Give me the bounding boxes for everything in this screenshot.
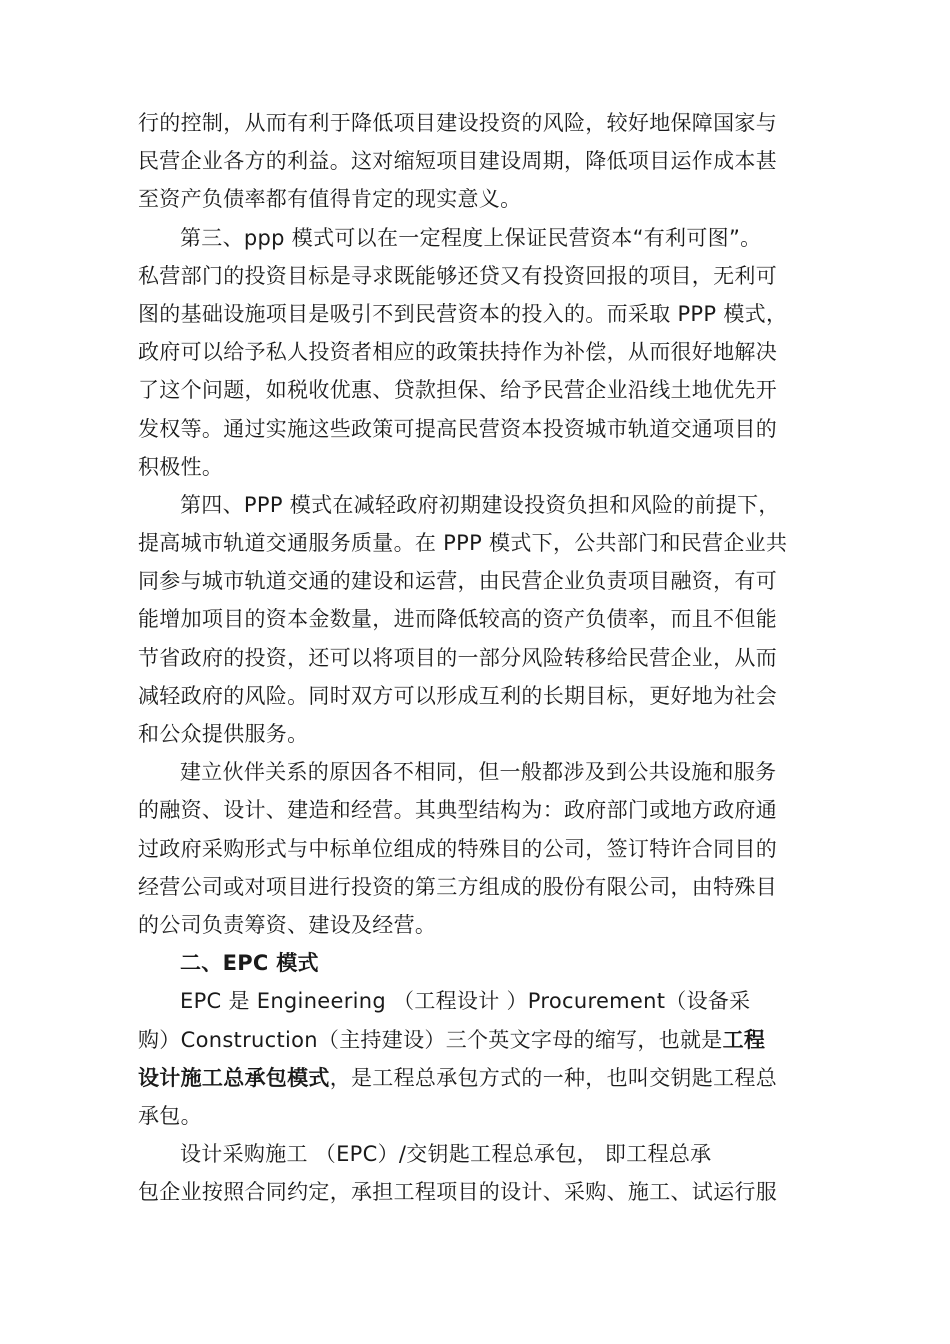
document-body: [138, 104, 828, 1211]
paragraph-line: 至资产负债率都有值得肯定的现实意义。: [138, 187, 522, 212]
bold-term: 设计施工总承包模式: [138, 1065, 330, 1090]
paragraph-line: 过政府采购形式与中标单位组成的特殊目的公司，签订特许合同目的: [138, 836, 777, 861]
paragraph-line: 了这个问题，如税收优惠、贷款担保、给予民营企业沿线土地优先开: [138, 378, 777, 403]
paragraph-line: 提高城市轨道交通服务质量。在 PPP 模式下，公共部门和民营企业共: [138, 531, 788, 556]
line-text: 购）Construction（主持建设）三个英文字母的缩写，也就是: [138, 1027, 723, 1052]
paragraph-line: 第四、PPP 模式在减轻政府初期建设投资负担和风险的前提下，: [180, 492, 780, 517]
paragraph-line: 的融资、设计、建造和经营。其典型结构为：政府部门或地方政府通: [138, 798, 777, 823]
paragraph-line: EPC 是 Engineering （工程设计 ）Procurement（设备采: [180, 989, 751, 1014]
paragraph-line: 和公众提供服务。: [138, 722, 309, 746]
paragraph-line: 设计采购施工 （EPC）/交钥匙工程总承包， 即工程总承: [180, 1142, 712, 1167]
paragraph-line: [138, 1021, 828, 1059]
paragraph-line: 承包。: [138, 1103, 202, 1128]
paragraph-line: 能增加项目的资本金数量，进而降低较高的资产负债率，而且不但能: [138, 607, 777, 632]
line-text: ，是工程总承包方式的一种，也叫交钥匙工程总: [329, 1065, 778, 1090]
paragraph-line: [138, 1059, 828, 1097]
paragraph-line: 积极性。: [138, 454, 224, 479]
paragraph-line: 行的控制，从而有利于降低项目建设投资的风险，较好地保障国家与: [138, 111, 777, 135]
paragraph-line: 发权等。通过实施这些政策可提高民营资本投资城市轨道交通项目的: [138, 416, 777, 441]
section-heading: 二、EPC 模式: [180, 951, 319, 976]
paragraph-line: 图的基础设施项目是吸引不到民营资本的投入的。而采取 PPP 模式，: [138, 301, 788, 326]
paragraph-line: 建立伙伴关系的原因各不相同，但一般都涉及到公共设施和服务: [180, 760, 777, 785]
paragraph-line: 私营部门的投资目标是寻求既能够还贷又有投资回报的项目，无利可: [138, 263, 777, 288]
paragraph-line: 的公司负责筹资、建设及经营。: [138, 912, 437, 937]
paragraph-line: 经营公司或对项目进行投资的第三方组成的股份有限公司，由特殊目: [138, 874, 777, 899]
bold-term: 工程: [722, 1027, 766, 1052]
paragraph-line: 节省政府的投资，还可以将项目的一部分风险转移给民营企业，从而: [138, 645, 777, 670]
paragraph-line: 同参与城市轨道交通的建设和运营，由民营企业负责项目融资，有可: [138, 569, 777, 594]
paragraph-line: 政府可以给予私人投资者相应的政策扶持作为补偿，从而很好地解决: [138, 340, 777, 365]
paragraph-line: 减轻政府的风险。同时双方可以形成互利的长期目标，更好地为社会: [138, 683, 777, 708]
paragraph-line: 民营企业各方的利益。这对缩短项目建设周期，降低项目运作成本甚: [138, 149, 777, 174]
paragraph-line: 第三、ppp 模式可以在一定程度上保证民营资本“有利可图”。: [180, 225, 762, 250]
paragraph-line: 包企业按照合同约定，承担工程项目的设计、采购、施工、试运行服: [138, 1180, 777, 1205]
